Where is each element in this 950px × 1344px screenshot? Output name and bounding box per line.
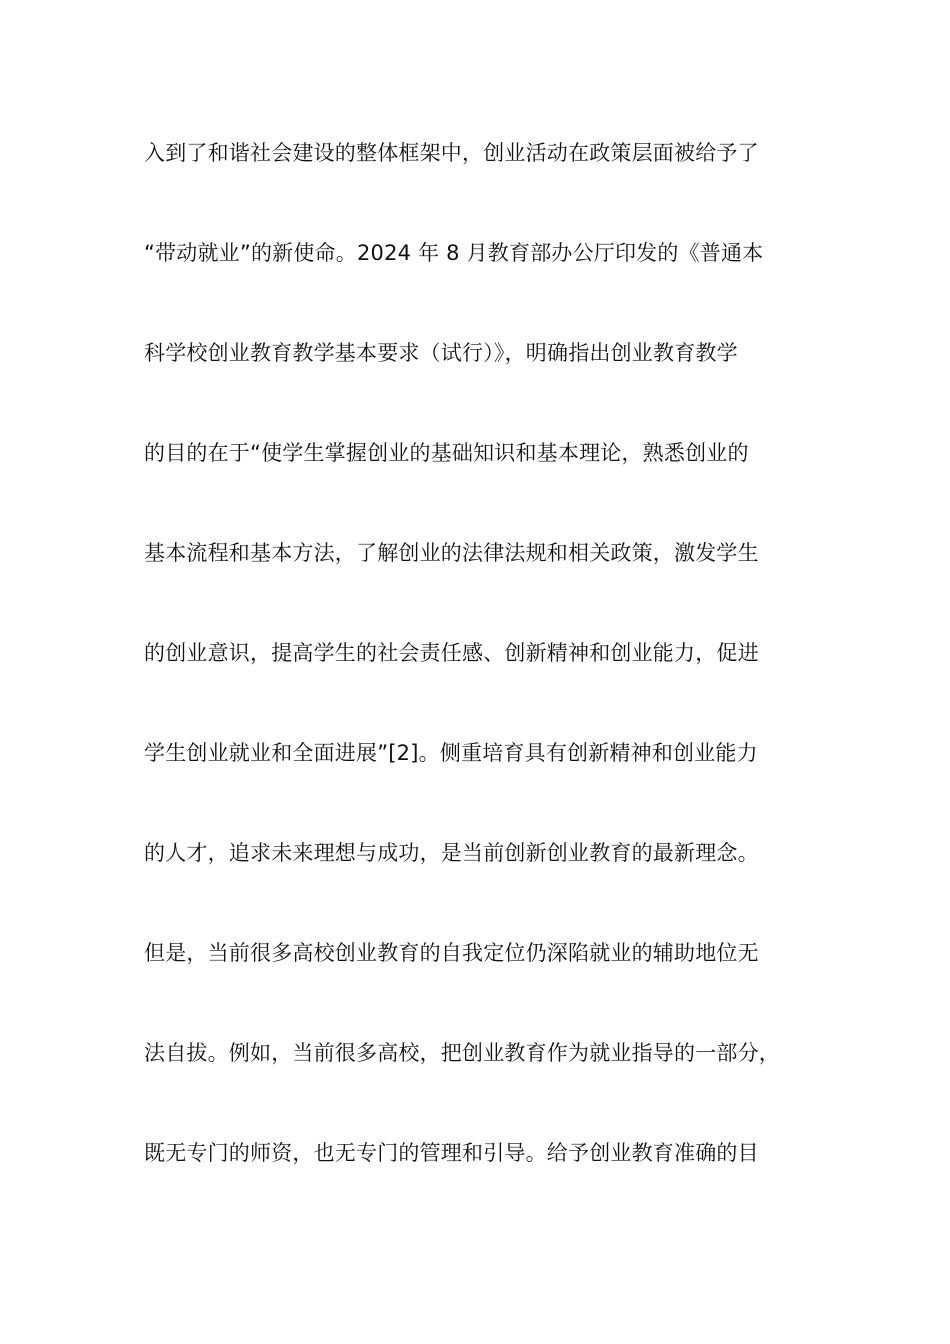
text-line: “带动就业”的新使命。2024 年 8 月教育部办公厅印发的《普通本 xyxy=(144,241,764,265)
text-line: 学生创业就业和全面进展”[2]。侧重培育具有创新精神和创业能力 xyxy=(144,741,758,765)
body-text xyxy=(144,128,824,1228)
text-line: 基本流程和基本方法，了解创业的法律法规和相关政策，激发学生 xyxy=(144,541,759,565)
text-line: 的人才，追求未来理想与成功，是当前创新创业教育的最新理念。 xyxy=(144,841,759,865)
text-line: 但是，当前很多高校创业教育的自我定位仍深陷就业的辅助地位无 xyxy=(144,941,759,965)
text-line: 法自拔。例如，当前很多高校，把创业教育作为就业指导的一部分， xyxy=(144,1041,780,1065)
text-line: 的目的在于“使学生掌握创业的基础知识和基本理论，熟悉创业的 xyxy=(144,441,749,465)
text-line: 既无专门的师资，也无专门的管理和引导。给予创业教育准确的目 xyxy=(144,1141,759,1165)
text-line: 入到了和谐社会建设的整体框架中，创业活动在政策层面被给予了 xyxy=(144,141,759,165)
text-line: 的创业意识，提高学生的社会责任感、创新精神和创业能力，促进 xyxy=(144,641,759,665)
text-line: 科学校创业教育教学基本要求（试行）》，明确指出创业教育教学 xyxy=(144,341,738,365)
